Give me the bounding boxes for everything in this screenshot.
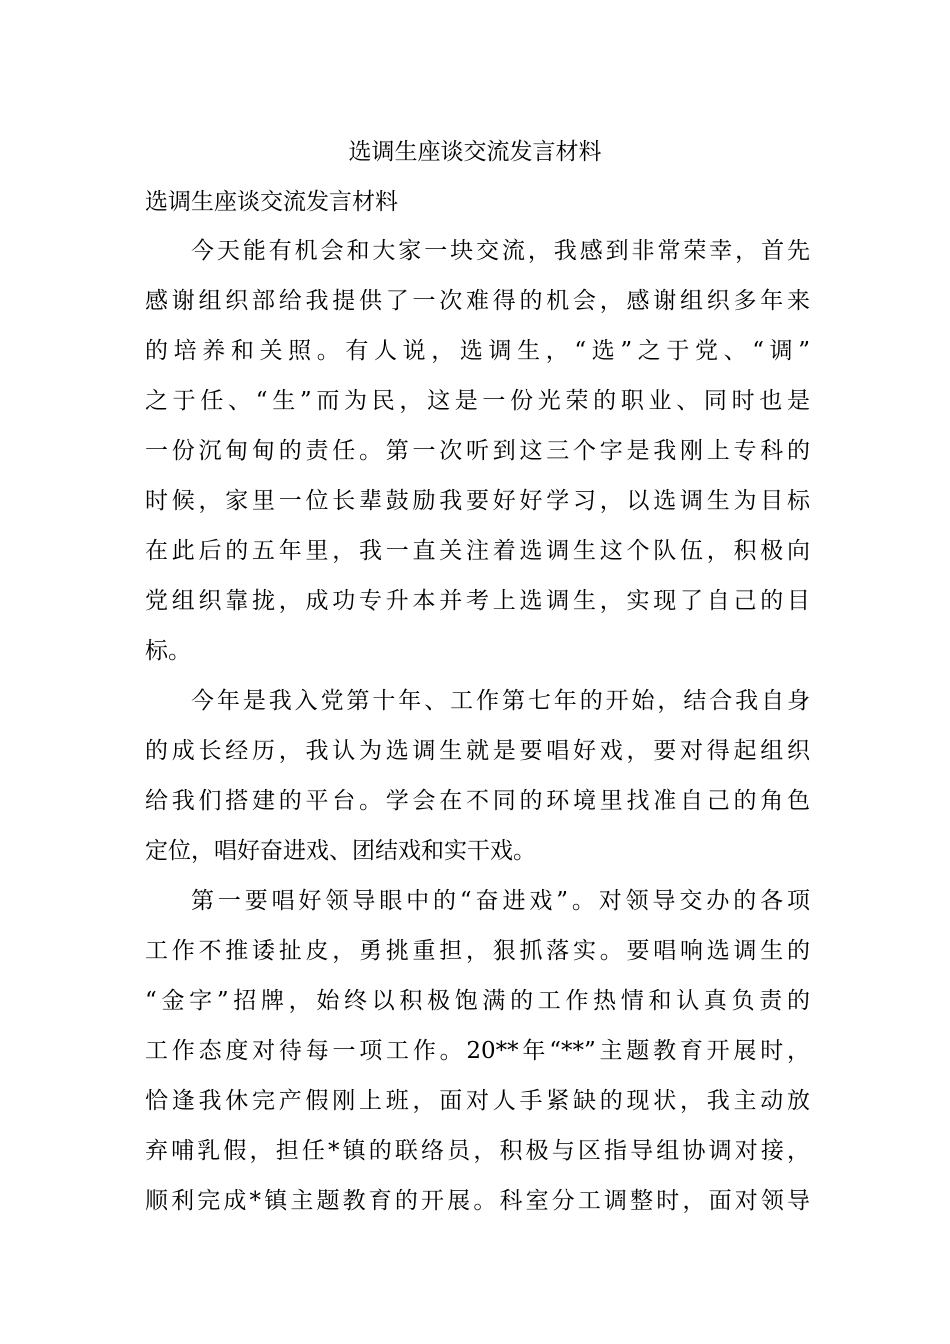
document-body: [145, 229, 810, 1229]
text-line: 在此后的五年里，我一直关注着选调生这个队伍，积极向: [145, 538, 810, 564]
text-line: 今年是我入党第十年、工作第七年的开始，结合我自身: [191, 688, 810, 714]
text-line: 工作不推诿扯皮，勇挑重担，狠抓落实。要唱响选调生的: [145, 938, 810, 964]
paragraph-1: [145, 229, 810, 679]
text-line: 弃哺乳假，担任*镇的联络员，积极与区指导组协调对接，: [145, 1138, 810, 1164]
text-line: 标。: [145, 638, 191, 664]
text-line: 感谢组织部给我提供了一次难得的机会，感谢组织多年来: [145, 288, 810, 314]
text-line: 一份沉甸甸的责任。第一次听到这三个字是我刚上专科的: [145, 438, 810, 464]
text-line: 第一要唱好领导眼中的“奋进戏”。对领导交办的各项: [191, 888, 810, 914]
paragraph-3: [145, 879, 810, 1229]
text-line: 党组织靠拢，成功专升本并考上选调生，实现了自己的目: [145, 588, 810, 614]
text-line: 之于任、“生”而为民，这是一份光荣的职业、同时也是: [145, 388, 810, 414]
text-line: 工作态度对待每一项工作。20**年“**”主题教育开展时，: [145, 1038, 810, 1064]
text-line: 的成长经历，我认为选调生就是要唱好戏，要对得起组织: [145, 738, 810, 764]
text-line: 恰逢我休完产假刚上班，面对人手紧缺的现状，我主动放: [145, 1088, 810, 1114]
text-line: “金字”招牌，始终以积极饱满的工作热情和认真负责的: [145, 988, 810, 1014]
text-line: 给我们搭建的平台。学会在不同的环境里找准自己的角色: [145, 788, 810, 814]
paragraph-2: [145, 679, 810, 879]
text-line: 顺利完成*镇主题教育的开展。科室分工调整时，面对领导: [145, 1188, 810, 1214]
document-title: 选调生座谈交流发言材料: [348, 139, 602, 165]
text-line: 今天能有机会和大家一块交流，我感到非常荣幸，首先: [191, 238, 810, 264]
text-line: 时候，家里一位长辈鼓励我要好好学习，以选调生为目标: [145, 488, 810, 514]
document-subtitle: 选调生座谈交流发言材料: [145, 189, 398, 215]
text-line: 的培养和关照。有人说，选调生，“选”之于党、“调”: [145, 338, 810, 364]
text-line: 定位，唱好奋进戏、团结戏和实干戏。: [145, 838, 536, 864]
